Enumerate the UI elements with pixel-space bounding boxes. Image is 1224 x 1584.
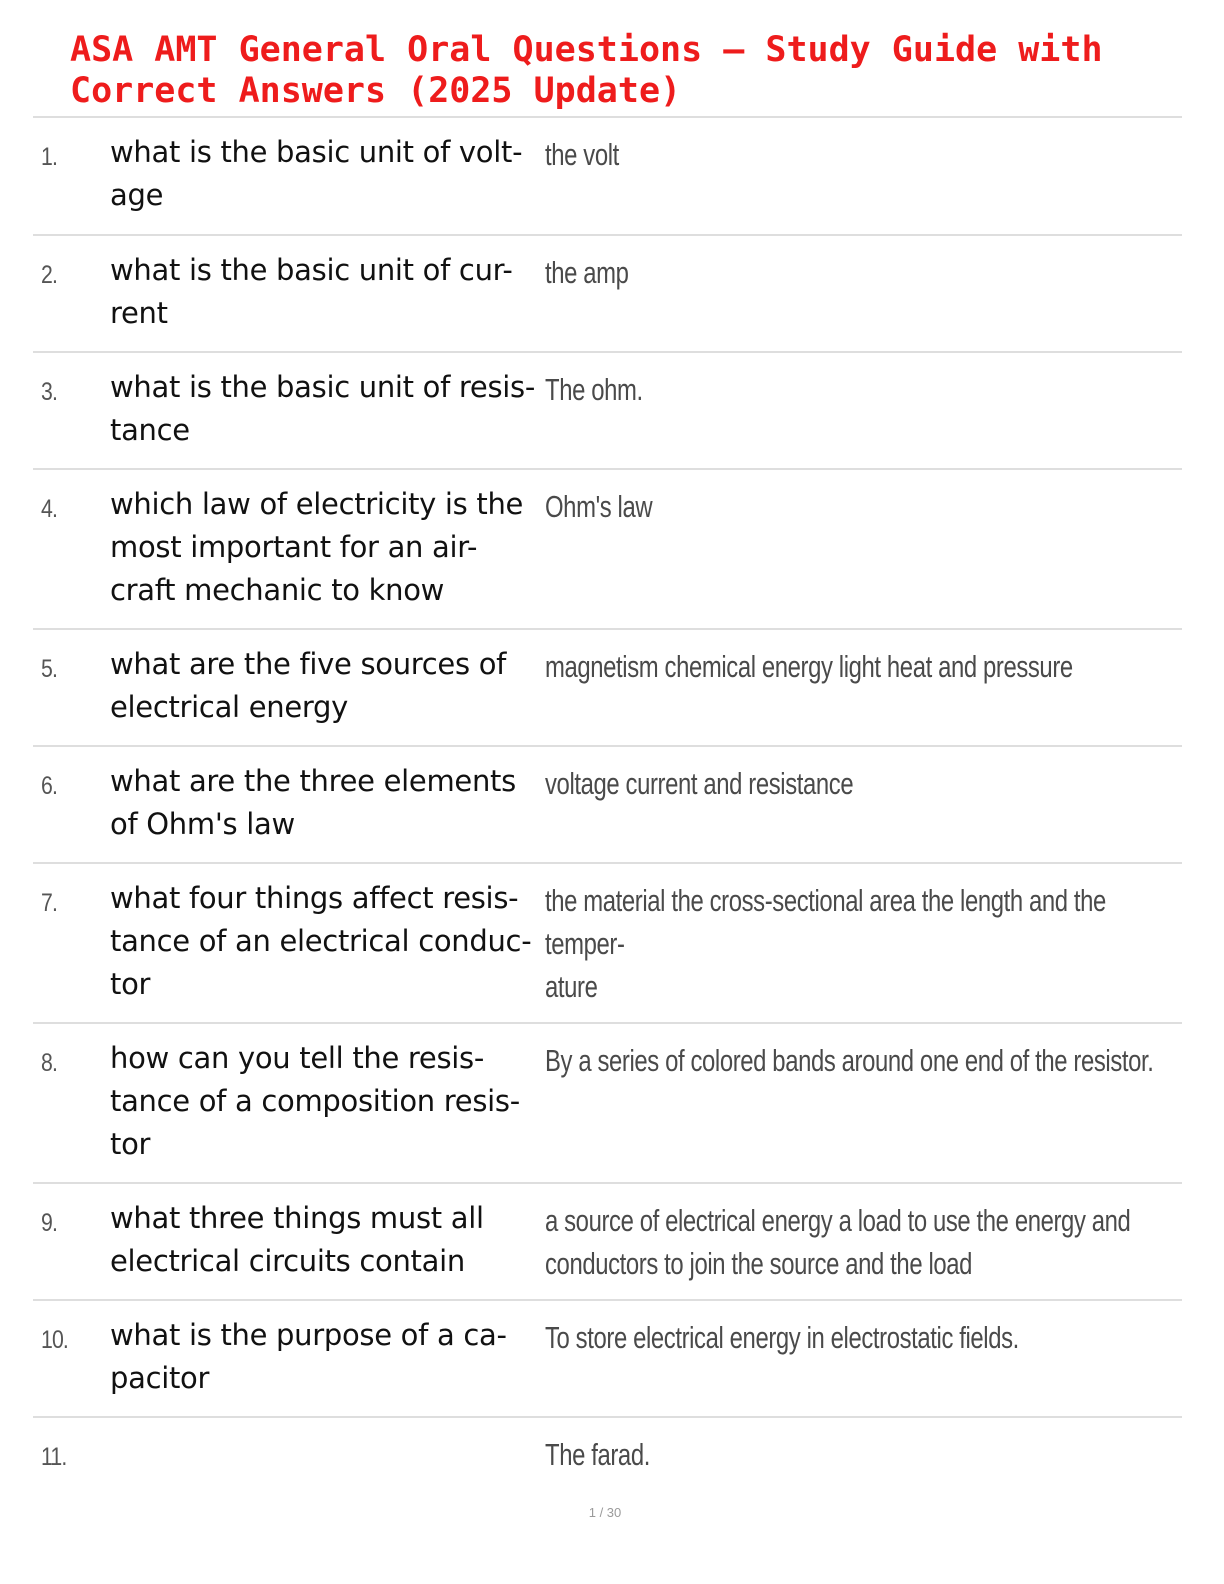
answer-text — [545, 251, 1169, 294]
question-line: electrical energy — [110, 690, 348, 724]
question-line: what is the basic unit of resis- — [110, 370, 536, 404]
row-number: 2. — [41, 261, 58, 289]
answer-text — [545, 645, 1169, 688]
question-line: what is the purpose of a ca- — [110, 1318, 507, 1352]
row-number: 11. — [41, 1443, 67, 1471]
qa-row — [33, 470, 1182, 630]
question-text — [110, 366, 550, 452]
question-text — [110, 643, 550, 729]
answer-text — [545, 368, 1169, 411]
row-number: 6. — [41, 772, 58, 800]
question-line: pacitor — [110, 1361, 210, 1395]
question-line: electrical circuits contain — [110, 1244, 465, 1278]
row-number: 5. — [41, 655, 58, 683]
question-line: rent — [110, 296, 168, 330]
answer-text — [545, 762, 1169, 805]
answer-text — [545, 485, 1169, 528]
question-line: of Ohm's law — [110, 807, 295, 841]
row-number: 7. — [41, 889, 58, 917]
qa-row — [33, 1024, 1182, 1184]
qa-row — [33, 1418, 1182, 1498]
question-text — [110, 249, 550, 335]
question-line: how can you tell the resis- — [110, 1041, 484, 1075]
answer-line: a source of electrical energy a load to use the energy and — [545, 1203, 1131, 1238]
document-title — [70, 30, 1170, 112]
question-line: tance of an electrical conduc- — [110, 924, 532, 958]
question-text — [110, 1197, 550, 1283]
qa-row — [33, 747, 1182, 864]
question-line: what is the basic unit of volt- — [110, 135, 523, 169]
qa-row — [33, 1301, 1182, 1418]
question-line: craft mechanic to know — [110, 573, 445, 607]
answer-line: Ohm's law — [545, 489, 653, 524]
answer-text — [545, 879, 1169, 1008]
qa-row — [33, 1184, 1182, 1301]
answer-line: conductors to join the source and the load — [545, 1246, 973, 1281]
answer-line: To store electrical energy in electrostatic fields. — [545, 1320, 1019, 1355]
row-number: 4. — [41, 495, 58, 523]
question-line: tor — [110, 967, 151, 1001]
answer-line: voltage current and resistance — [545, 766, 854, 801]
qa-row — [33, 630, 1182, 747]
question-line: which law of electricity is the — [110, 487, 524, 521]
question-text — [110, 1037, 550, 1166]
answer-line: magnetism chemical energy light heat and pressure — [545, 649, 1073, 684]
question-line: most important for an air- — [110, 530, 478, 564]
question-line: what are the five sources of — [110, 647, 507, 681]
question-text — [110, 877, 550, 1006]
answer-text — [545, 1039, 1169, 1082]
qa-row — [33, 118, 1182, 236]
row-number: 8. — [41, 1049, 58, 1077]
answer-line: ature — [545, 969, 598, 1004]
page-number: 1 / 30 — [588, 1505, 622, 1520]
row-number: 10. — [41, 1326, 69, 1354]
question-line: tance — [110, 413, 190, 447]
qa-table — [33, 116, 1182, 1498]
question-line: what three things must all — [110, 1201, 484, 1235]
title-line-1: ASA AMT General Oral Questions – Study Guide with — [70, 30, 1103, 70]
question-line: age — [110, 178, 164, 212]
question-text — [110, 131, 550, 217]
row-number: 9. — [41, 1209, 58, 1237]
answer-text — [545, 1316, 1169, 1359]
question-line: tance of a composition resis- — [110, 1084, 520, 1118]
qa-row — [33, 864, 1182, 1024]
answer-line: The ohm. — [545, 372, 643, 407]
question-line: what four things affect resis- — [110, 881, 519, 915]
answer-text — [545, 133, 1169, 176]
answer-text — [545, 1199, 1169, 1285]
question-text — [110, 1314, 550, 1400]
qa-row — [33, 353, 1182, 470]
question-text — [110, 483, 550, 612]
answer-line: the amp — [545, 255, 629, 290]
answer-line: By a series of colored bands around one end of the resistor. — [545, 1043, 1154, 1078]
answer-line: The farad. — [545, 1437, 650, 1472]
question-line: what is the basic unit of cur- — [110, 253, 513, 287]
question-line: what are the three elements — [110, 764, 516, 798]
question-text — [110, 760, 550, 846]
answer-text — [545, 1433, 1169, 1476]
qa-row — [33, 236, 1182, 353]
answer-line: the material the cross-sectional area the length and the temper- — [545, 883, 1106, 961]
answer-line: the volt — [545, 137, 619, 172]
row-number: 3. — [41, 378, 58, 406]
row-number: 1. — [41, 143, 58, 171]
question-line: tor — [110, 1127, 151, 1161]
title-line-2: Correct Answers (2025 Update) — [70, 71, 682, 111]
